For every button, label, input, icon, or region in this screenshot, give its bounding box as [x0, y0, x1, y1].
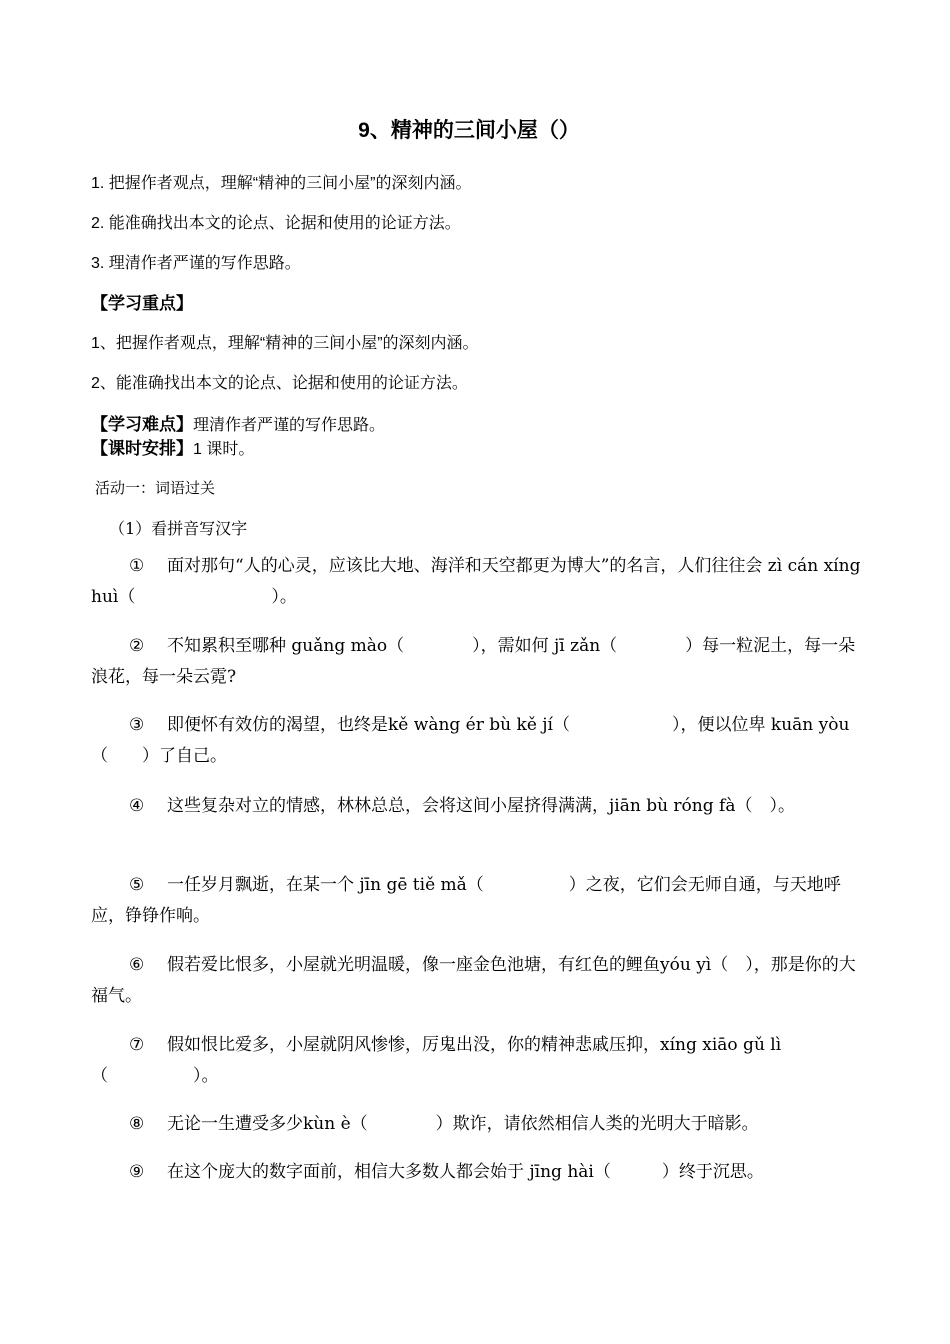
difficulty-label: 【学习难点】: [91, 415, 193, 434]
question-number: ③: [129, 715, 145, 735]
key-points-heading: 【学习重点】: [91, 294, 193, 313]
question-6: [91, 950, 861, 1012]
subsection-heading: （1）看拼音写汉字: [109, 519, 248, 538]
schedule-line: [91, 434, 254, 459]
question-8: [91, 1109, 861, 1140]
question-text: 一任岁月飘逝，在某一个 jīn gē tiě mǎ（ ）之夜，它们会无师自通，与天地呼应，铮铮作响。: [91, 875, 841, 926]
question-1: [91, 551, 861, 613]
question-text: 假若爱比恨多，小屋就光明温暖，像一座金色池塘，有红色的鲤鱼yóu yì（ ），那是你的大福气。: [91, 955, 856, 1006]
key-point-2: 2、能准确找出本文的论点、论据和使用的论证方法。: [91, 375, 468, 392]
question-text: 无论一生遭受多少kùn è（ ）欺诈，请依然相信人类的光明大于暗影。: [167, 1114, 759, 1134]
difficulty-text: 理清作者严谨的写作思路。: [193, 417, 386, 434]
objective-3: 3. 理清作者严谨的写作思路。: [91, 255, 301, 272]
question-text: 不知累积至哪种 guǎng mào（ ），需如何 jī zǎn（ ）每一粒泥土，每一朵浪花，每一朵云霓?: [91, 636, 856, 687]
question-number: ②: [129, 636, 145, 656]
question-7: [91, 1030, 861, 1092]
question-9: [91, 1157, 861, 1188]
objective-2: 2. 能准确找出本文的论点、论据和使用的论证方法。: [91, 215, 461, 232]
question-text: 假如恨比爱多，小屋就阴风惨惨，厉鬼出没，你的精神悲戚压抑，xíng xiāo gǔ lì（ ）。: [91, 1035, 782, 1086]
question-3: [91, 710, 861, 772]
question-number: ⑦: [129, 1035, 145, 1055]
page-title: 9、精神的三间小屋（）: [358, 119, 580, 142]
question-number: ⑧: [129, 1114, 145, 1134]
question-text: 面对那句“人的心灵，应该比大地、海洋和天空都更为博大”的名言，人们往往会 zì cán xíng huì（ ）。: [91, 556, 861, 607]
question-number: ④: [129, 796, 145, 816]
schedule-label: 【课时安排】: [91, 439, 193, 458]
key-point-1: 1、把握作者观点，理解“精神的三间小屋”的深刻内涵。: [91, 335, 479, 352]
difficulty-line: [91, 410, 385, 435]
question-number: ⑤: [129, 875, 145, 895]
activity-heading: 活动一：词语过关: [95, 480, 216, 497]
question-text: 在这个庞大的数字面前，相信大多数人都会始于 jīng hài（ ）终于沉思。: [167, 1162, 764, 1182]
objective-1: 1. 把握作者观点，理解“精神的三间小屋”的深刻内涵。: [91, 175, 472, 192]
question-number: ⑥: [129, 955, 145, 975]
question-text: 这些复杂对立的情感，林林总总，会将这间小屋挤得满满，jiān bù róng fà（ ）。: [167, 796, 795, 816]
question-2: [91, 631, 861, 693]
schedule-text: 1 课时。: [193, 441, 255, 458]
question-text: 即便怀有效仿的渴望，也终是kě wàng ér bù kě jí（ ），便以位卑 kuān yòu（ ）了自己。: [91, 715, 850, 766]
question-4: [91, 791, 861, 822]
question-number: ⑨: [129, 1162, 145, 1182]
question-5: [91, 870, 861, 932]
question-number: ①: [129, 556, 145, 576]
